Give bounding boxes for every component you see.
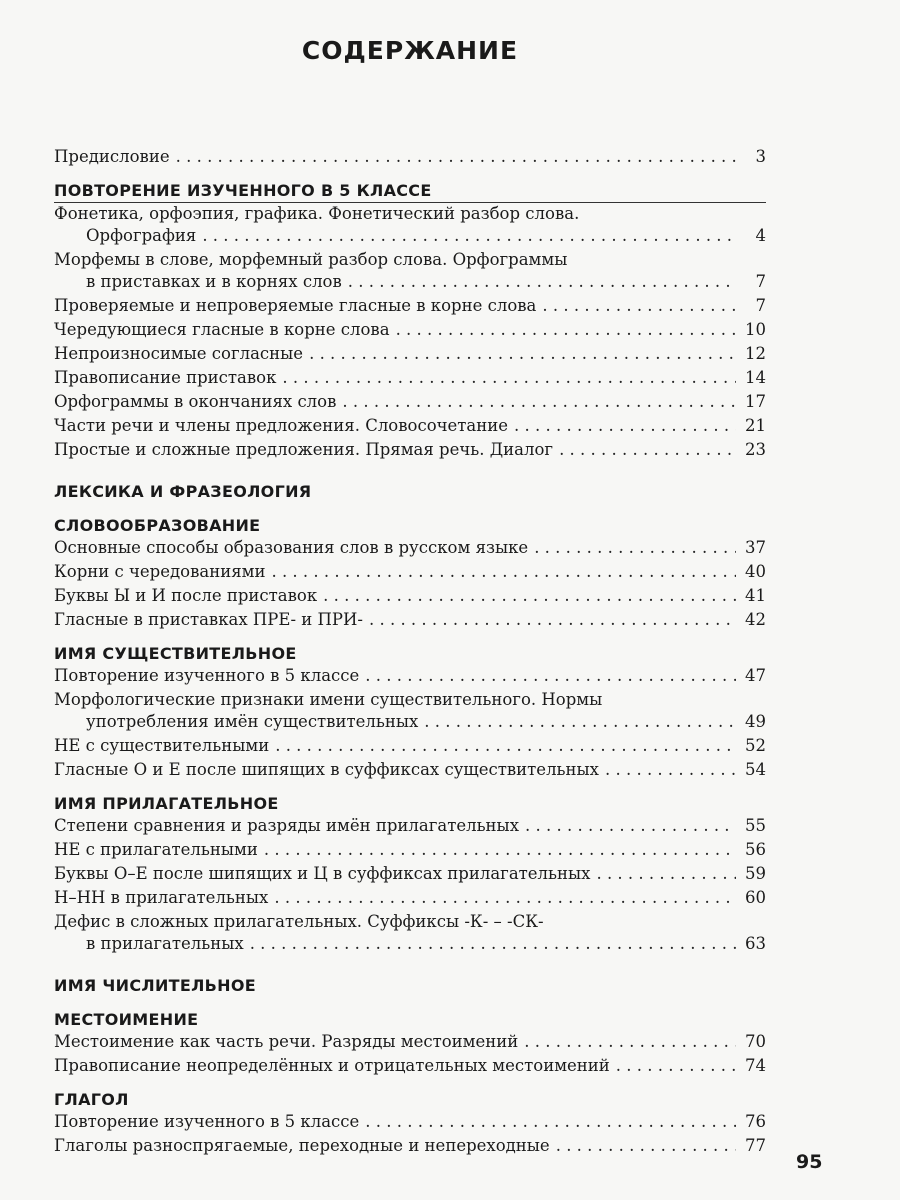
toc-entry-page: 7 bbox=[755, 272, 766, 291]
toc-entry-line: Морфологические признаки имени существительного. Нормы bbox=[54, 690, 603, 709]
toc-entry bbox=[54, 561, 766, 583]
section-heading: МЕСТОИМЕНИЕ bbox=[54, 1010, 199, 1029]
page-number: 95 bbox=[796, 1151, 823, 1173]
leader-dots bbox=[525, 815, 736, 837]
toc-entry-text: Местоимение как часть речи. Разряды местоимений bbox=[54, 1032, 519, 1051]
toc-entry-page: 56 bbox=[745, 840, 766, 859]
toc-entry bbox=[54, 319, 766, 341]
toc-entry-text: Чередующиеся гласные в корне слова bbox=[54, 320, 390, 339]
leader-dots bbox=[176, 146, 736, 168]
toc-entry-text: Глаголы разноспрягаемые, переходные и непереходные bbox=[54, 1136, 550, 1155]
toc-entry-text: Проверяемые и непроверяемые гласные в корне слова bbox=[54, 296, 537, 315]
toc-entry-text: Орфография bbox=[86, 226, 197, 245]
toc-entry-text: в прилагательных bbox=[86, 934, 244, 953]
leader-dots bbox=[396, 319, 736, 341]
toc-entry-text: Буквы О–Е после шипящих и Ц в суффиксах прилагательных bbox=[54, 864, 591, 883]
leader-dots bbox=[202, 225, 736, 247]
section-heading: ИМЯ СУЩЕСТВИТЕЛЬНОЕ bbox=[54, 644, 297, 663]
toc-entry-text: Правописание неопределённых и отрицательных местоимений bbox=[54, 1056, 610, 1075]
toc-entry-page: 7 bbox=[755, 296, 766, 315]
toc-entry-page: 4 bbox=[755, 226, 766, 245]
leader-dots bbox=[309, 343, 736, 365]
toc-entry bbox=[54, 343, 766, 365]
toc-entry-preface bbox=[54, 146, 766, 168]
toc-entry-text: Повторение изученного в 5 классе bbox=[54, 666, 360, 685]
toc-entry bbox=[54, 391, 766, 413]
toc-entry-text: НЕ с существительными bbox=[54, 736, 270, 755]
toc-entry bbox=[54, 295, 766, 317]
toc-entry-page: 70 bbox=[745, 1032, 766, 1051]
toc-entry bbox=[54, 537, 766, 559]
section-heading: ЛЕКСИКА И ФРАЗЕОЛОГИЯ bbox=[54, 482, 312, 501]
toc-entry-page: 41 bbox=[745, 586, 766, 605]
leader-dots bbox=[323, 585, 736, 607]
leader-dots bbox=[282, 367, 736, 389]
toc-entry-page: 14 bbox=[745, 368, 766, 387]
leader-dots bbox=[514, 415, 736, 437]
toc-entry bbox=[54, 665, 766, 687]
toc-entry-text: Основные способы образования слов в русском языке bbox=[54, 538, 529, 557]
toc-entry-text: Простые и сложные предложения. Прямая речь. Диалог bbox=[54, 440, 554, 459]
leader-dots bbox=[424, 711, 736, 733]
toc-entry-page: 21 bbox=[745, 416, 766, 435]
toc-entry bbox=[54, 225, 766, 247]
leader-dots bbox=[369, 609, 736, 631]
toc-entry bbox=[54, 1111, 766, 1133]
leader-dots bbox=[559, 439, 736, 461]
leader-dots bbox=[365, 665, 736, 687]
toc-entry bbox=[54, 1055, 766, 1077]
leader-dots bbox=[596, 863, 736, 885]
toc-entry-page: 77 bbox=[745, 1136, 766, 1155]
toc-entry bbox=[54, 759, 766, 781]
toc-entry bbox=[54, 933, 766, 955]
toc-entry-page: 76 bbox=[745, 1112, 766, 1131]
toc-entry-page: 49 bbox=[745, 712, 766, 731]
leader-dots bbox=[534, 537, 736, 559]
toc-entry-text: употребления имён существительных bbox=[86, 712, 419, 731]
toc-entry-page: 47 bbox=[745, 666, 766, 685]
toc-entry-page: 37 bbox=[745, 538, 766, 557]
toc-entry-text: НЕ с прилагательными bbox=[54, 840, 258, 859]
leader-dots bbox=[342, 391, 736, 413]
toc-entry-page: 60 bbox=[745, 888, 766, 907]
section-heading: ПОВТОРЕНИЕ ИЗУЧЕННОГО В 5 КЛАССЕ bbox=[54, 180, 766, 203]
section-heading: ИМЯ ЧИСЛИТЕЛЬНОЕ bbox=[54, 976, 256, 995]
toc-entry-page: 42 bbox=[745, 610, 766, 629]
toc-entry bbox=[54, 711, 766, 733]
toc-entry-page: 74 bbox=[745, 1056, 766, 1075]
leader-dots bbox=[616, 1055, 736, 1077]
toc-entry-page: 52 bbox=[745, 736, 766, 755]
toc-entry-line: Дефис в сложных прилагательных. Суффиксы -К- – -СК- bbox=[54, 912, 544, 931]
toc-entry bbox=[54, 1135, 766, 1157]
toc-entry bbox=[54, 439, 766, 461]
toc-entry-text: Гласные в приставках ПРЕ- и ПРИ- bbox=[54, 610, 363, 629]
toc-entry-text: Корни с чередованиями bbox=[54, 562, 266, 581]
toc-entry bbox=[54, 839, 766, 861]
leader-dots bbox=[524, 1031, 736, 1053]
leader-dots bbox=[542, 295, 736, 317]
leader-dots bbox=[365, 1111, 736, 1133]
toc-entry-text: Части речи и члены предложения. Словосочетание bbox=[54, 416, 509, 435]
toc-entry-page: 17 bbox=[745, 392, 766, 411]
toc-entry-text: Н–НН в прилагательных bbox=[54, 888, 269, 907]
toc-entry bbox=[54, 585, 766, 607]
page-title: СОДЕРЖАНИЕ bbox=[301, 36, 519, 65]
leader-dots bbox=[250, 933, 736, 955]
leader-dots bbox=[271, 561, 736, 583]
toc-entry-text: Степени сравнения и разряды имён прилагательных bbox=[54, 816, 519, 835]
toc-entry-line: Морфемы в слове, морфемный разбор слова. Орфограммы bbox=[54, 250, 568, 269]
leader-dots bbox=[275, 735, 736, 757]
section-heading: СЛОВООБРАЗОВАНИЕ bbox=[54, 516, 261, 535]
leader-dots bbox=[348, 271, 736, 293]
toc-entry bbox=[54, 415, 766, 437]
leader-dots bbox=[264, 839, 736, 861]
toc-entry-page: 10 bbox=[745, 320, 766, 339]
toc-entry-page: 3 bbox=[755, 147, 766, 166]
toc-entry-text: Повторение изученного в 5 классе bbox=[54, 1112, 360, 1131]
section-heading: ГЛАГОЛ bbox=[54, 1090, 129, 1109]
toc-entry-text: Правописание приставок bbox=[54, 368, 277, 387]
toc-entry bbox=[54, 815, 766, 837]
toc-entry-page: 63 bbox=[745, 934, 766, 953]
toc-entry-page: 40 bbox=[745, 562, 766, 581]
toc-entry-page: 59 bbox=[745, 864, 766, 883]
toc-entry-text: Гласные О и Е после шипящих в суффиксах существительных bbox=[54, 760, 599, 779]
toc-entry-page: 12 bbox=[745, 344, 766, 363]
leader-dots bbox=[605, 759, 736, 781]
section-heading: ИМЯ ПРИЛАГАТЕЛЬНОЕ bbox=[54, 794, 279, 813]
toc-entry-page: 55 bbox=[745, 816, 766, 835]
toc-entry bbox=[54, 367, 766, 389]
toc-entry-page: 23 bbox=[745, 440, 766, 459]
toc-entry-page: 54 bbox=[745, 760, 766, 779]
toc-entry-text: Орфограммы в окончаниях слов bbox=[54, 392, 337, 411]
toc-entry-line: Фонетика, орфоэпия, графика. Фонетический разбор слова. bbox=[54, 204, 580, 223]
toc-entry-text: в приставках и в корнях слов bbox=[86, 272, 342, 291]
toc-entry bbox=[54, 1031, 766, 1053]
leader-dots bbox=[274, 887, 736, 909]
leader-dots bbox=[556, 1135, 736, 1157]
table-of-contents bbox=[54, 146, 766, 1157]
toc-entry bbox=[54, 735, 766, 757]
toc-entry-text: Непроизносимые согласные bbox=[54, 344, 304, 363]
toc-entry bbox=[54, 609, 766, 631]
toc-entry bbox=[54, 271, 766, 293]
toc-entry-text: Предисловие bbox=[54, 147, 170, 166]
toc-entry bbox=[54, 863, 766, 885]
toc-entry bbox=[54, 887, 766, 909]
toc-entry-text: Буквы Ы и И после приставок bbox=[54, 586, 318, 605]
